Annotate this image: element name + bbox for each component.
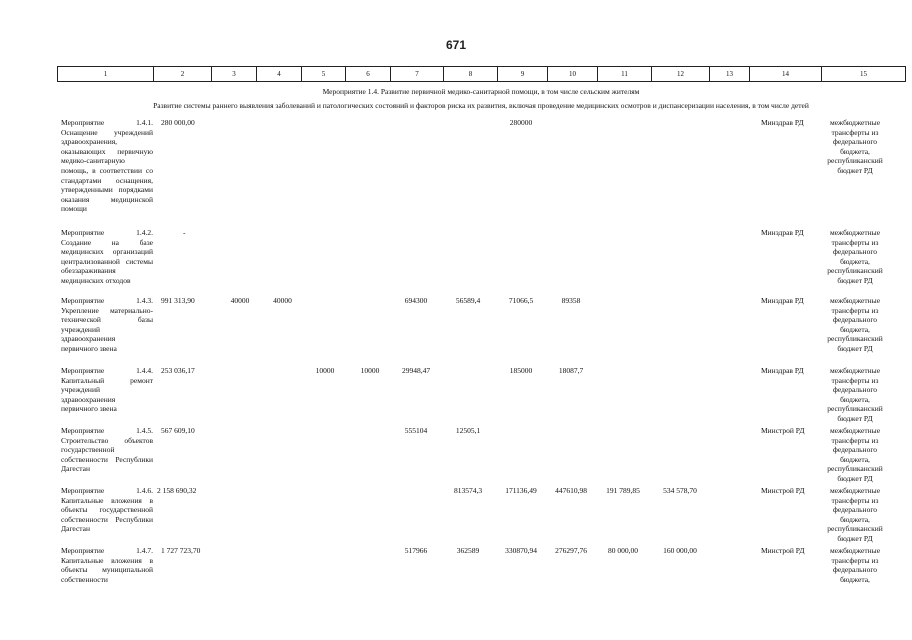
row-name: Мероприятие 1.4.1. Оснащение учреждений здравоохранения, оказывающих первичную медико-санитарную помощь, в соответствии со стандартами оснащения, утвержденными порядками оказания медицинской помощи <box>61 118 153 214</box>
header-col-11: 11 <box>598 67 652 82</box>
row-executor: Минстрой РД <box>761 546 805 555</box>
header-col-3: 3 <box>212 67 257 82</box>
header-col-2: 2 <box>154 67 212 82</box>
row-executor: Минздрав РД <box>761 366 804 375</box>
row-col-9: 330870,94 <box>505 546 537 555</box>
row-col-8: 56589,4 <box>455 296 481 305</box>
row-col-7: 694300 <box>404 296 428 305</box>
row-col-10: 89358 <box>561 296 581 305</box>
header-col-13: 13 <box>710 67 750 82</box>
row-funding-source: межбюджетные трансферты из федерального бюджета, республиканский бюджет РД <box>827 366 883 423</box>
measure-subtitle: Развитие системы раннего выявления заболеваний и патологических состояний и факторов риска их развития, включая проведение медицинских осмотров и диспансеризации населения, в том числе детей <box>153 101 809 110</box>
header-col-8: 8 <box>444 67 498 82</box>
row-name: Мероприятие 1.4.3. Укрепление материально-технической базы учреждений здравоохранения первичного звена <box>61 296 153 353</box>
row-name: Мероприятие 1.4.4. Капитальный ремонт учреждений здравоохранения первичного звена <box>61 366 153 414</box>
row-total: 567 609,10 <box>161 426 195 435</box>
row-col-11: 191 789,85 <box>606 486 640 495</box>
row-col-8: 813574,3 <box>453 486 483 495</box>
row-col-5: 10000 <box>315 366 335 375</box>
row-col-10: 447610,98 <box>555 486 587 495</box>
row-executor: Минздрав РД <box>761 118 804 127</box>
header-col-1: 1 <box>58 67 154 82</box>
row-total: 280 000,00 <box>161 118 195 127</box>
header-col-5: 5 <box>302 67 346 82</box>
row-col-8: 362589 <box>456 546 480 555</box>
row-col-9: 185000 <box>509 366 533 375</box>
row-name: Мероприятие 1.4.2. Создание на базе медицинских организаций централизованной системы обеззараживания медицинских отходов <box>61 228 153 285</box>
row-col-9: 280000 <box>509 118 533 127</box>
row-col-10: 18087,7 <box>558 366 584 375</box>
header-col-9: 9 <box>498 67 548 82</box>
header-col-7: 7 <box>391 67 444 82</box>
table-header <box>57 66 905 82</box>
header-col-10: 10 <box>548 67 598 82</box>
row-col-9: 71066,5 <box>508 296 534 305</box>
row-funding-source: межбюджетные трансферты из федерального бюджета, республиканский бюджет РД <box>827 486 883 543</box>
row-col-11: 80 000,00 <box>608 546 638 555</box>
row-executor: Минстрой РД <box>761 486 805 495</box>
row-funding-source: межбюджетные трансферты из федерального бюджета, республиканский бюджет РД <box>827 118 883 175</box>
column-number-row <box>57 66 906 82</box>
row-funding-source: межбюджетные трансферты из федерального бюджета, <box>829 546 881 584</box>
row-col-8: 12505,1 <box>455 426 481 435</box>
header-col-12: 12 <box>652 67 710 82</box>
row-name: Мероприятие 1.4.6. Капитальные вложения в объекты государственной собственности Республики Дагестан <box>61 486 153 534</box>
header-col-4: 4 <box>257 67 302 82</box>
row-col-10: 276297,76 <box>555 546 587 555</box>
page-number: 671 <box>445 38 467 52</box>
measure-title: Мероприятие 1.4. Развитие первичной медико-санитарной помощи, в том числе сельским жителям <box>322 87 640 96</box>
row-funding-source: межбюджетные трансферты из федерального бюджета, республиканский бюджет РД <box>827 426 883 483</box>
header-col-6: 6 <box>346 67 391 82</box>
row-total: 991 313,90 <box>161 296 195 305</box>
header-col-14: 14 <box>750 67 822 82</box>
row-name: Мероприятие 1.4.5. Строительство объектов государственной собственности Республики Дагестан <box>61 426 153 474</box>
row-col-6: 10000 <box>360 366 380 375</box>
header-col-15: 15 <box>822 67 906 82</box>
row-col-9: 171136,49 <box>505 486 537 495</box>
row-col-3: 40000 <box>230 296 250 305</box>
row-col-12: 160 000,00 <box>663 546 697 555</box>
row-col-7: 555104 <box>404 426 428 435</box>
row-funding-source: межбюджетные трансферты из федерального бюджета, республиканский бюджет РД <box>827 296 883 353</box>
row-total: 2 158 690,32 <box>157 486 197 495</box>
row-funding-source: межбюджетные трансферты из федерального бюджета, республиканский бюджет РД <box>827 228 883 285</box>
row-col-4: 40000 <box>273 296 292 305</box>
row-executor: Минстрой РД <box>761 426 805 435</box>
row-col-12: 534 578,70 <box>663 486 697 495</box>
row-name: Мероприятие 1.4.7. Капитальные вложения в объекты муниципальной собственности <box>61 546 153 584</box>
row-total: 1 727 723,70 <box>161 546 201 555</box>
row-col-7: 29948,47 <box>401 366 431 375</box>
row-executor: Минздрав РД <box>761 228 804 237</box>
row-executor: Минздрав РД <box>761 296 804 305</box>
row-col-7: 517966 <box>404 546 428 555</box>
row-total: - <box>183 228 186 237</box>
row-total: 253 036,17 <box>161 366 195 375</box>
